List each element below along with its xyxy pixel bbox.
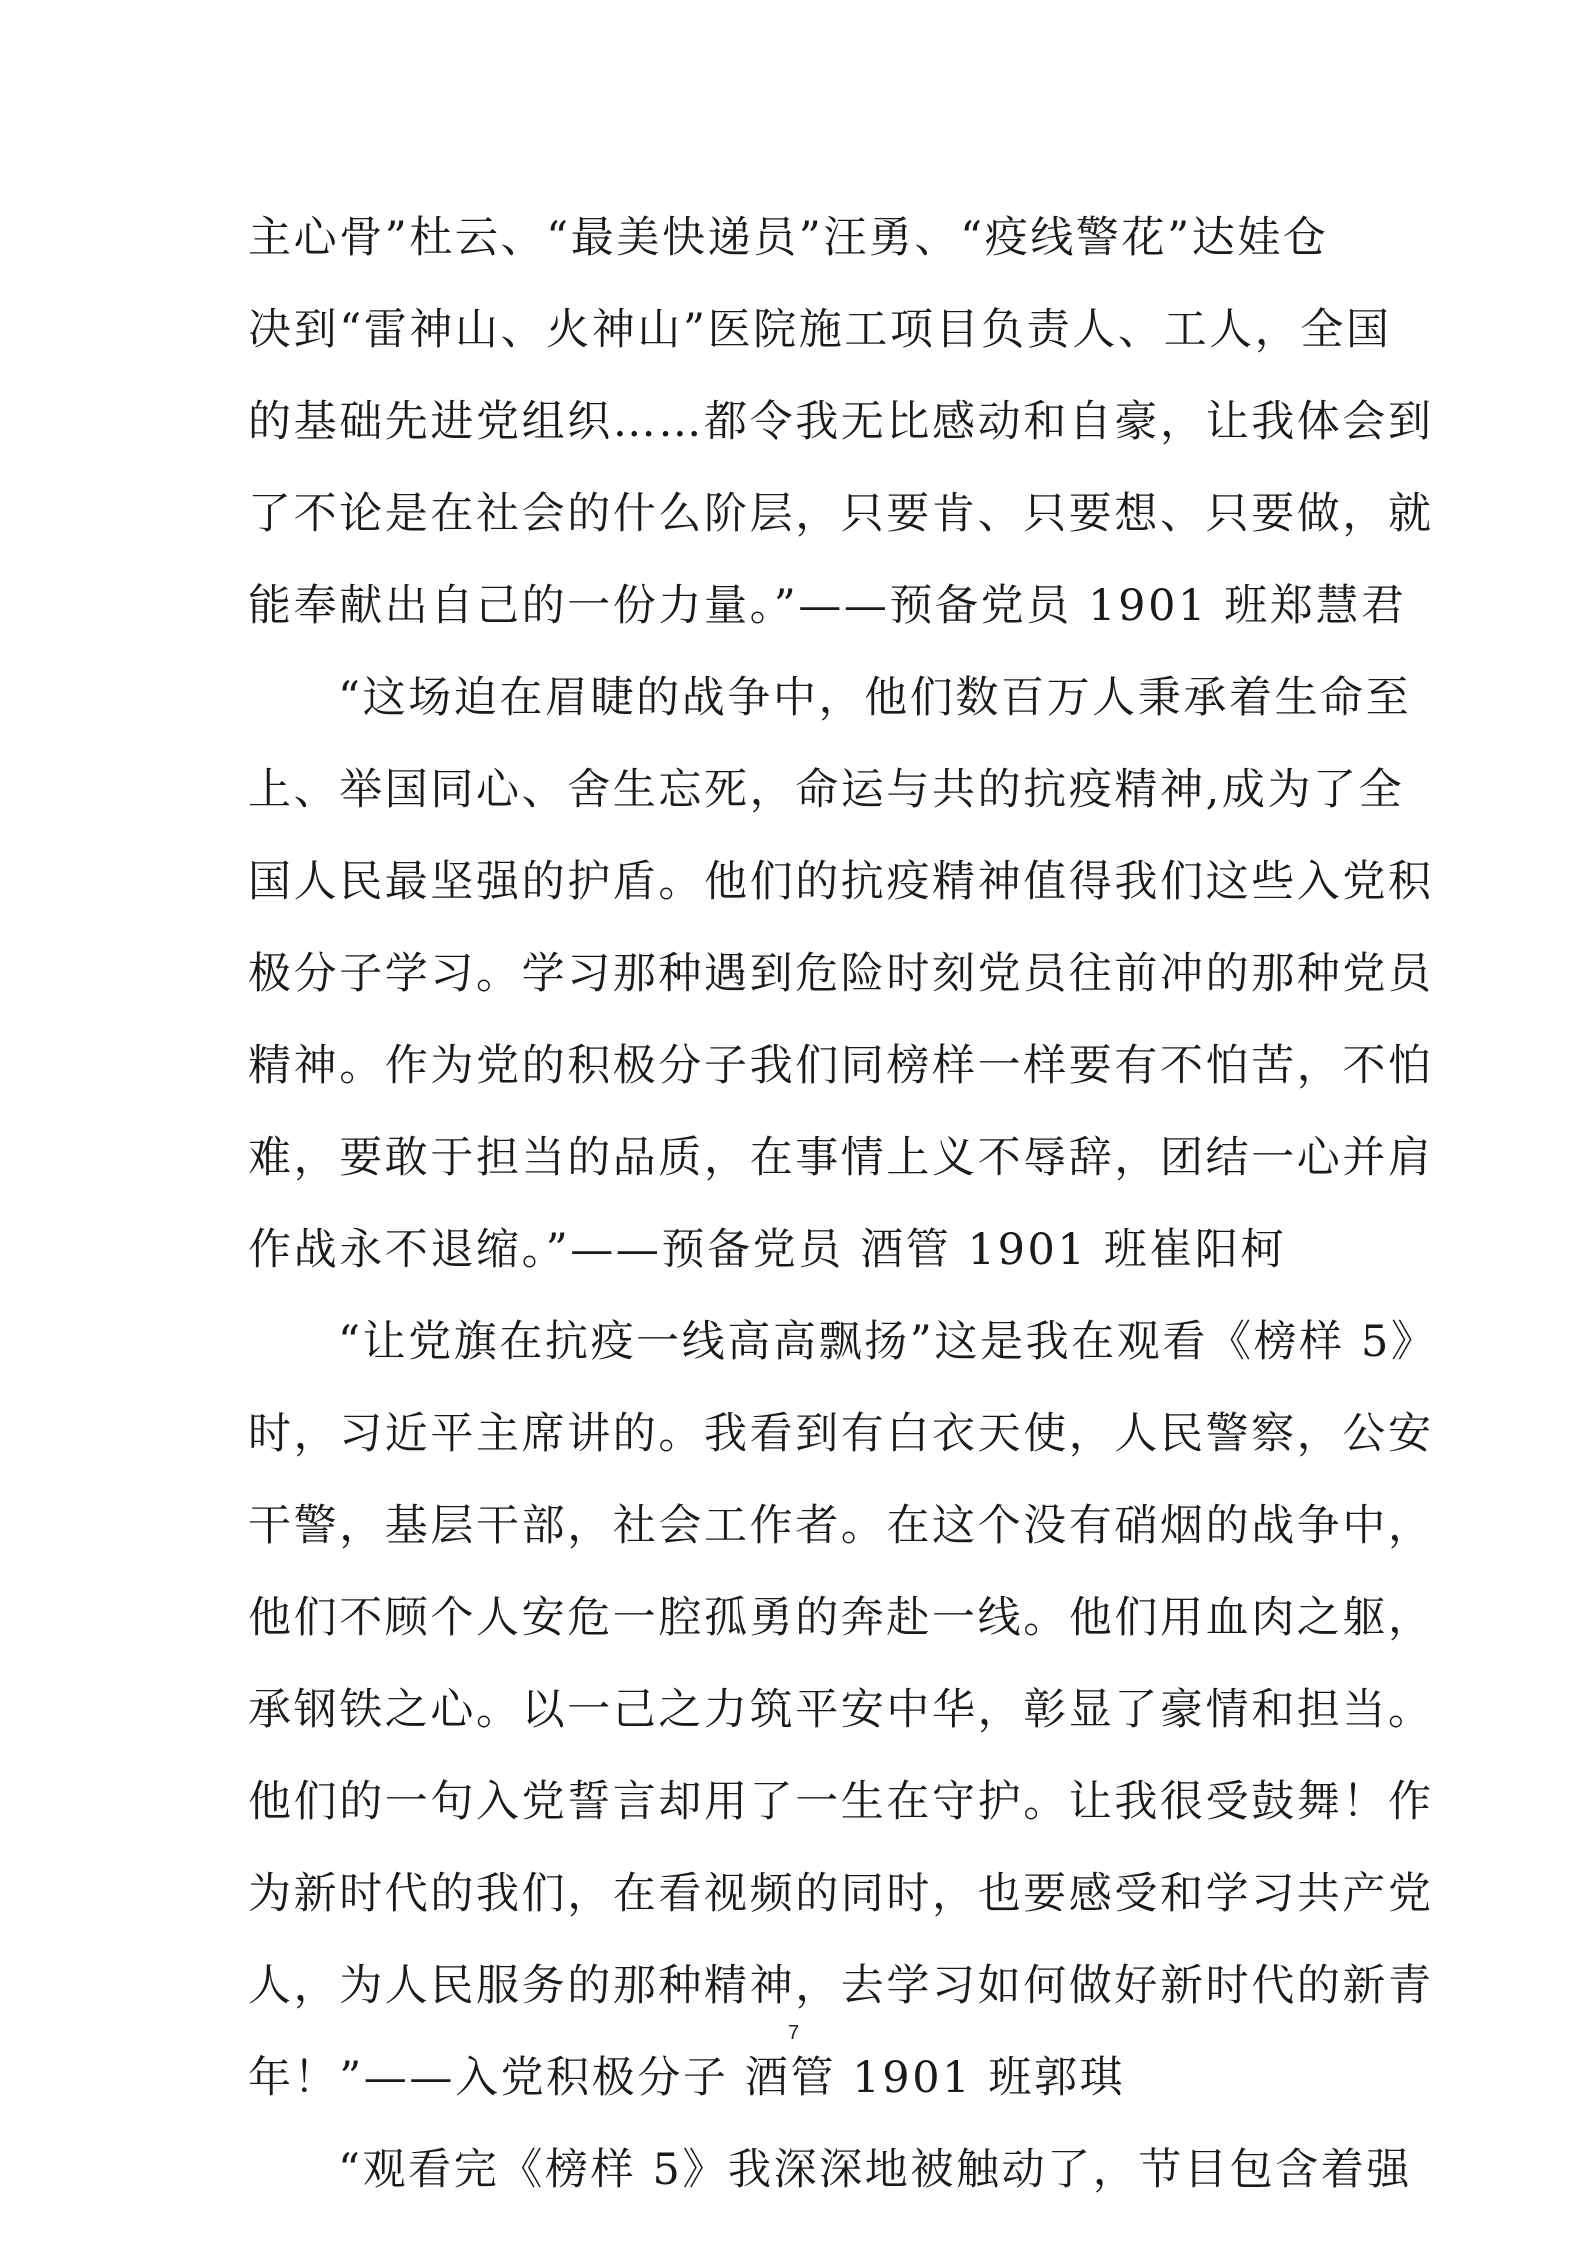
text-line: 决到“雷神山、火神山”医院施工项目负责人、工人，全国 [248, 305, 1392, 355]
page-number: 7 [787, 2022, 800, 2044]
text-line: 上、举国同心、舍生忘死，命运与共的抗疫精神,成为了全 [248, 765, 1405, 815]
text-line: 的基础先进党组织……都令我无比感动和自豪，让我体会到 [248, 397, 1434, 447]
text-line: 为新时代的我们，在看视频的同时，也要感受和学习共产党 [248, 1869, 1434, 1919]
text-line: 难，要敢于担当的品质，在事情上义不辱辞，团结一心并肩 [248, 1133, 1434, 1183]
text-line: 人，为人民服务的那种精神，去学习如何做好新时代的新青 [248, 1961, 1434, 2011]
text-line: 他们不顾个人安危一腔孤勇的奔赴一线。他们用血肉之躯， [248, 1593, 1434, 1643]
text-line: 能奉献出自己的一份力量。”——预备党员 1901 班郑慧君 [248, 581, 1407, 631]
text-line: “观看完《榜样 5》我深深地被触动了，节目包含着强 [338, 2145, 1413, 2195]
text-line: 承钢铁之心。以一己之力筑平安中华，彰显了豪情和担当。 [248, 1685, 1434, 1735]
body-text [248, 192, 1437, 2216]
text-line: 作战永不退缩。”——预备党员 酒管 1901 班崔阳柯 [248, 1225, 1287, 1275]
text-line: 主心骨”杜云、“最美快递员”汪勇、“疫线警花”达娃仓 [248, 213, 1329, 263]
text-line: 年！”——入党积极分子 酒管 1901 班郭琪 [248, 2053, 1126, 2103]
text-line: 时，习近平主席讲的。我看到有白衣天使，人民警察，公安 [248, 1409, 1434, 1459]
text-line: “让党旗在抗疫一线高高飘扬”这是我在观看《榜样 5》 [338, 1317, 1437, 1367]
text-line: 了不论是在社会的什么阶层，只要肯、只要想、只要做，就 [248, 489, 1434, 539]
text-line: 他们的一句入党誓言却用了一生在守护。让我很受鼓舞！作 [248, 1777, 1434, 1827]
text-line: 干警，基层干部，社会工作者。在这个没有硝烟的战争中， [248, 1501, 1434, 1551]
text-line: 国人民最坚强的护盾。他们的抗疫精神值得我们这些入党积 [248, 857, 1434, 907]
text-line: 精神。作为党的积极分子我们同榜样一样要有不怕苦，不怕 [248, 1041, 1434, 1091]
text-line: 极分子学习。学习那种遇到危险时刻党员往前冲的那种党员 [248, 949, 1434, 999]
text-line: “这场迫在眉睫的战争中，他们数百万人秉承着生命至 [338, 673, 1412, 723]
